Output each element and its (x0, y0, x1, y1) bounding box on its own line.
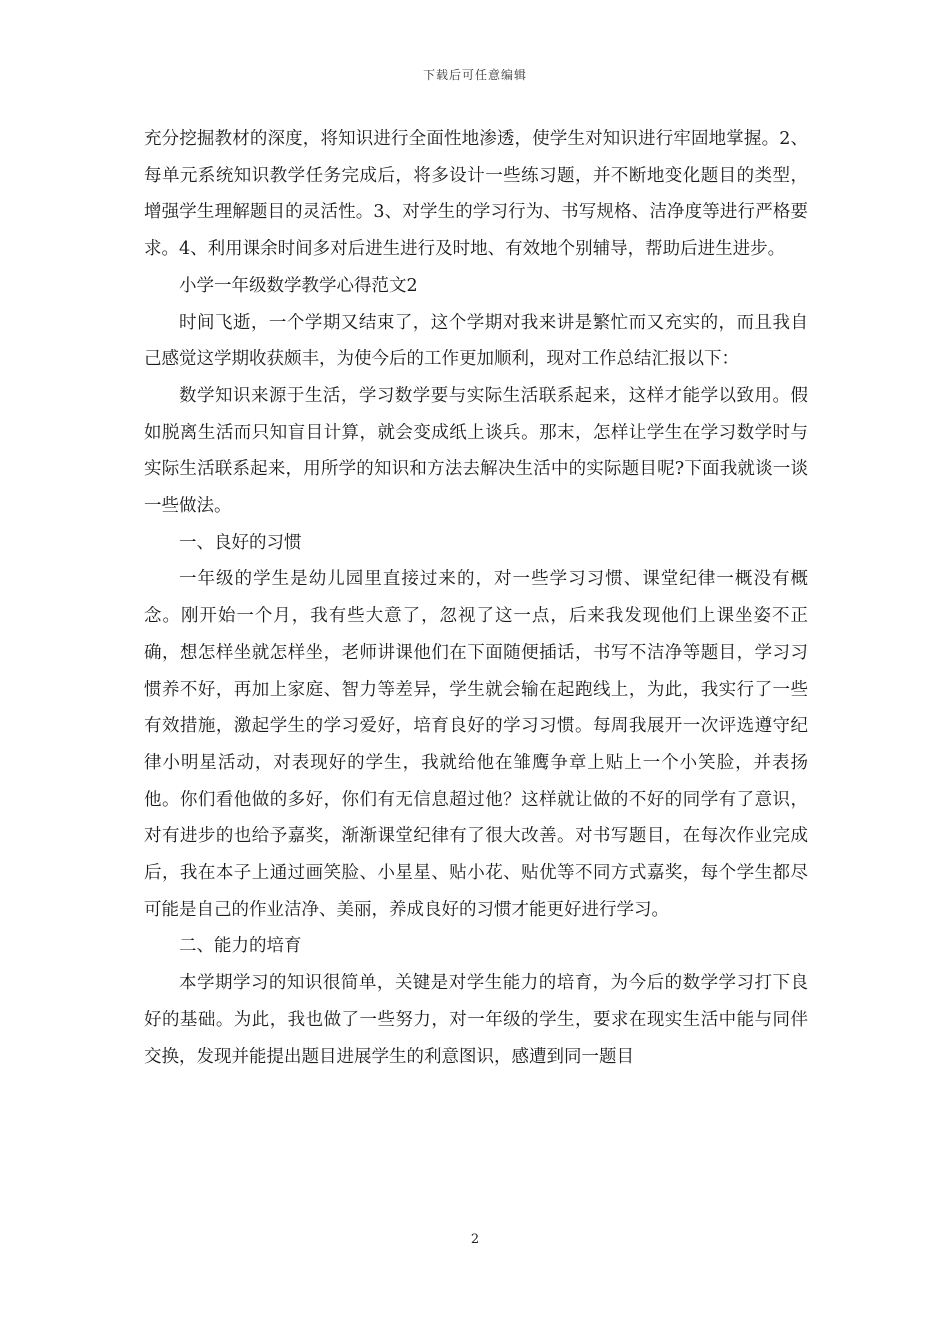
section-heading: 二、能力的培育 (179, 936, 302, 957)
paragraph: 数学知识来源于生活，学习数学要与实际生活联系起来，这样才能学以致用。假如脱离生活而只知盲目计算，就会变成纸上谈兵。那末，怎样让学生在学习数学时与实际生活联系起来，用所学的知识和方法去解决生活中的实际题目呢?下面我就谈一谈一些做法。 (144, 385, 808, 517)
section-title: 小学一年级数学教学心得范文2 (179, 275, 418, 296)
page-header: 下载后可任意编辑 (422, 68, 527, 82)
paragraph-continuation: 充分挖掘教材的深度，将知识进行全面性地渗透，使学生对知识进行牢固地掌握。2、每单元系统知识教学任务完成后，将多设计一些练习题，并不断地变化题目的类型，增强学生理解题目的灵活性。3、对学生的学习行为、书写规格、洁净度等进行严格要求。4、利用课余时间多对后进生进行及时地、有效地个别辅导，帮助后进生进步。 (144, 129, 808, 260)
section-heading: 一、良好的习惯 (179, 532, 302, 553)
page-number: 2 (470, 1232, 480, 1247)
paragraph: 一年级的学生是幼儿园里直接过来的，对一些学习习惯、课堂纪律一概没有概念。刚开始一个月，我有些大意了，忽视了这一点，后来我发现他们上课坐姿不正确，想怎样坐就怎样坐，老师讲课他们在下面随便插话，书写不洁净等题目，学习习惯养不好，再加上家庭、智力等差异，学生就会输在起跑线上，为此，我实行了一些有效措施，激起学生的学习爱好，培育良好的学习习惯。每周我展开一次评选遵守纪律小明星活动，对表现好的学生，我就给他在雏鹰争章上贴上一个小笑脸，并表扬他。你们看他做的多好，你们有无信息超过他？这样就让做的不好的同学有了意识，对有进步的也给予嘉奖，渐渐课堂纪律有了很大改善。对书写题目，在每次作业完成后，我在本子上通过画笑脸、小星星、贴小花、贴优等不同方式嘉奖，每个学生都尽可能是自己的作业洁净、美丽，养成良好的习惯才能更好进行学习。 (144, 569, 808, 920)
document-body (144, 121, 808, 1075)
paragraph: 时间飞逝，一个学期又结束了，这个学期对我来讲是繁忙而又充实的，而且我自己感觉这学期收获颇丰，为使今后的工作更加顺利，现对工作总结汇报以下： (144, 312, 808, 370)
paragraph: 本学期学习的知识很简单，关键是对学生能力的培育，为今后的数学学习打下良好的基础。为此，我也做了一些努力，对一年级的学生，要求在现实生活中能与同伴交换，发现并能提出题目进展学生的利意图识，感遭到同一题目 (144, 973, 808, 1067)
